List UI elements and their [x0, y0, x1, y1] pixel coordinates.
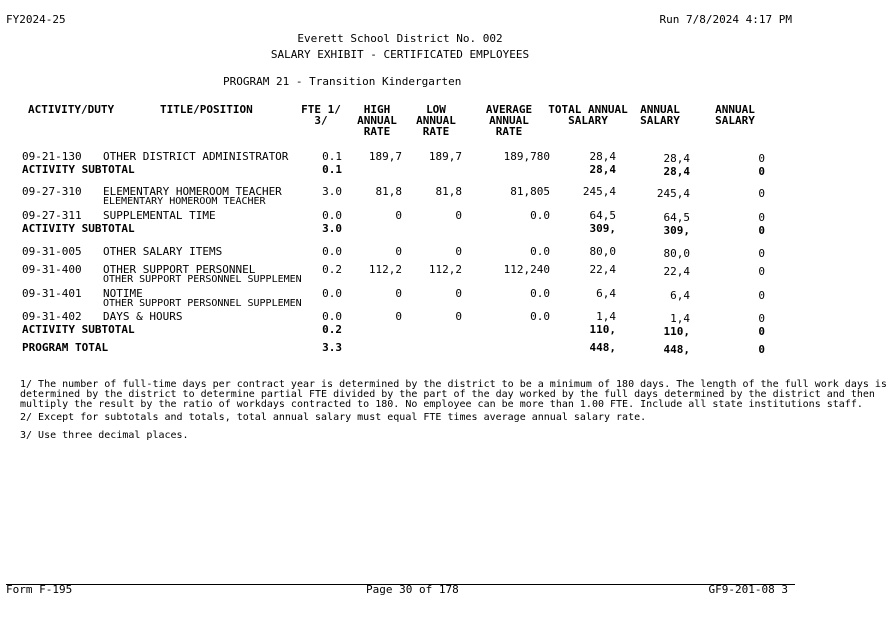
row-b: 0	[758, 247, 765, 260]
row-title-continuation: OTHER SUPPORT PERSONNEL SUPPLEMEN	[103, 298, 302, 309]
row-fte: 0.1	[322, 150, 342, 163]
row-title: ELEMENTARY HOMEROOM TEACHER	[103, 185, 282, 198]
subtotal-total: 448,	[589, 341, 616, 354]
subtotal-activity: ACTIVITY SUBTOTAL	[22, 323, 135, 336]
row-high: 0	[395, 310, 402, 323]
col-average: AVERAGE ANNUAL RATE	[485, 103, 533, 138]
row-total: 245,4	[582, 185, 616, 198]
row-title: OTHER DISTRICT ADMINISTRATOR	[103, 150, 289, 163]
row-title-continuation: OTHER SUPPORT PERSONNEL SUPPLEMEN	[103, 274, 302, 285]
row-b: 0	[758, 152, 765, 165]
row-fte: 0.0	[322, 310, 342, 323]
row-high: 0	[395, 245, 402, 258]
row-b: 0	[758, 187, 765, 200]
subtotal-total: 28,4	[589, 163, 616, 176]
row-high: 112,2	[368, 263, 402, 276]
row-a: 6,4	[670, 289, 690, 302]
col-a: ANNUAL SALARY	[640, 103, 680, 127]
subtotal-a: 448,	[663, 343, 690, 356]
row-title: OTHER SALARY ITEMS	[103, 245, 223, 258]
subtotal-b: 0	[758, 224, 765, 237]
row-b: 0	[758, 312, 765, 325]
row-a: 28,4	[663, 152, 690, 165]
subtotal-b: 0	[758, 343, 765, 356]
row-avg: 0.0	[530, 287, 550, 300]
fiscal-year: FY2024-25	[6, 13, 66, 26]
row-title: DAYS & HOURS	[103, 310, 183, 323]
col-b: ANNUAL SALARY	[715, 103, 755, 127]
row-total: 80,0	[589, 245, 616, 258]
row-total: 64,5	[589, 209, 616, 222]
row-activity: 09-27-311	[22, 209, 82, 222]
row-a: 80,0	[663, 247, 690, 260]
form-code: GF9-201-08 3	[708, 583, 788, 596]
subtotal-activity: PROGRAM TOTAL	[22, 341, 109, 354]
row-fte: 3.0	[322, 185, 342, 198]
row-title-continuation: ELEMENTARY HOMEROOM TEACHER	[103, 196, 266, 207]
row-high: 0	[395, 287, 402, 300]
page-number: Page 30 of 178	[366, 583, 459, 596]
row-avg: 81,805	[510, 185, 550, 198]
row-a: 64,5	[663, 211, 690, 224]
col-low: LOW ANNUAL RATE	[416, 103, 456, 138]
subtotal-a: 309,	[663, 224, 690, 237]
row-a: 245,4	[656, 187, 690, 200]
run-info: Run 7/8/2024 4:17 PM	[659, 13, 792, 26]
row-total: 1,4	[596, 310, 616, 323]
subtotal-fte: 3.0	[322, 222, 342, 235]
subtotal-fte: 3.3	[322, 341, 342, 354]
row-avg: 0.0	[530, 209, 550, 222]
subtotal-activity: ACTIVITY SUBTOTAL	[22, 163, 135, 176]
footnote-line: 1/ The number of full-time days per contract year is determined by the district to be a minimum of 180 days. The length of the full work days is	[20, 379, 887, 390]
subtotal-b: 0	[758, 325, 765, 338]
row-b: 0	[758, 289, 765, 302]
row-title: OTHER SUPPORT PERSONNEL	[103, 263, 256, 276]
col-activity: ACTIVITY/DUTY	[28, 103, 115, 116]
subtotal-total: 110,	[589, 323, 616, 336]
col-total: TOTAL ANNUAL SALARY	[548, 103, 628, 127]
row-fte: 0.2	[322, 263, 342, 276]
footnote-line: 3/ Use three decimal places.	[20, 430, 189, 441]
row-low: 0	[455, 245, 462, 258]
row-high: 81,8	[375, 185, 402, 198]
row-avg: 0.0	[530, 245, 550, 258]
form-number: Form F-195	[6, 583, 73, 596]
row-total: 6,4	[596, 287, 616, 300]
program-title: PROGRAM 21 - Transition Kindergarten	[223, 75, 462, 88]
row-activity: 09-21-130	[22, 150, 82, 163]
row-activity: 09-31-402	[22, 310, 82, 323]
row-high: 189,7	[368, 150, 402, 163]
row-low: 0	[455, 287, 462, 300]
row-activity: 09-31-005	[22, 245, 82, 258]
subtotal-activity: ACTIVITY SUBTOTAL	[22, 222, 135, 235]
row-low: 0	[455, 310, 462, 323]
row-avg: 0.0	[530, 310, 550, 323]
subtotal-fte: 0.1	[322, 163, 342, 176]
subtotal-b: 0	[758, 165, 765, 178]
row-b: 0	[758, 265, 765, 278]
row-activity: 09-31-401	[22, 287, 82, 300]
district-name: Everett School District No. 002	[297, 32, 503, 45]
row-low: 189,7	[428, 150, 462, 163]
footnote-line: multiply the result by the ratio of workdays contracted to 180. No employee can be more than 1.00 FTE. Include all state institutions staff.	[20, 399, 863, 410]
row-high: 0	[395, 209, 402, 222]
row-fte: 0.0	[322, 209, 342, 222]
subtotal-a: 110,	[663, 325, 690, 338]
row-total: 28,4	[589, 150, 616, 163]
row-title: NOTIME	[103, 287, 143, 300]
col-high: HIGH ANNUAL RATE	[357, 103, 397, 138]
col-title: TITLE/POSITION	[160, 103, 253, 116]
row-b: 0	[758, 211, 765, 224]
row-a: 1,4	[670, 312, 690, 325]
col-fte: FTE 1/ 3/	[301, 103, 341, 127]
row-low: 0	[455, 209, 462, 222]
row-activity: 09-27-310	[22, 185, 82, 198]
row-avg: 189,780	[503, 150, 550, 163]
row-total: 22,4	[589, 263, 616, 276]
row-low: 81,8	[435, 185, 462, 198]
row-activity: 09-31-400	[22, 263, 82, 276]
footnote-line: determined by the district to determine partial FTE divided by the part of the day worked by the full days determined by the district and then	[20, 389, 875, 400]
row-fte: 0.0	[322, 287, 342, 300]
row-avg: 112,240	[503, 263, 550, 276]
subtotal-a: 28,4	[663, 165, 690, 178]
subtotal-total: 309,	[589, 222, 616, 235]
row-title: SUPPLEMENTAL TIME	[103, 209, 216, 222]
row-low: 112,2	[428, 263, 462, 276]
footnote-line: 2/ Except for subtotals and totals, total annual salary must equal FTE times average annual salary rate.	[20, 412, 647, 423]
row-fte: 0.0	[322, 245, 342, 258]
subtotal-fte: 0.2	[322, 323, 342, 336]
report-title: SALARY EXHIBIT - CERTIFICATED EMPLOYEES	[270, 48, 530, 61]
row-a: 22,4	[663, 265, 690, 278]
